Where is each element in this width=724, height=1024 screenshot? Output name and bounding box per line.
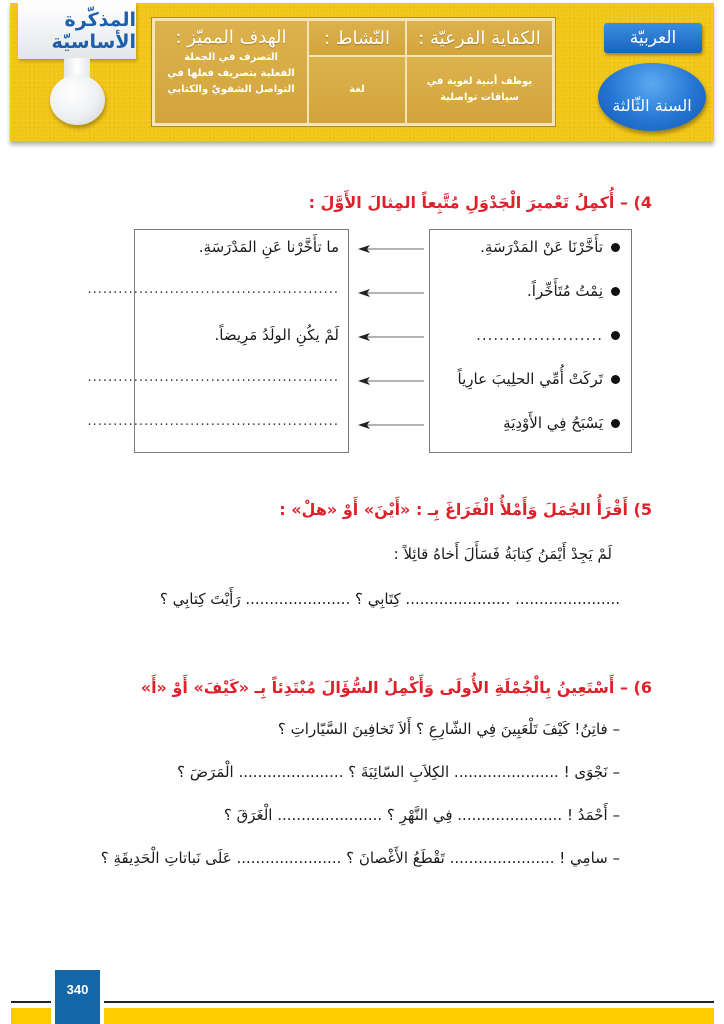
arrow-left-icon <box>358 332 426 342</box>
arrow-left-icon <box>358 244 426 254</box>
q4-answer-text: ما تأَخَّرْنا عَنِ المَدْرَسَةِ. <box>198 238 339 256</box>
goal-cell <box>154 20 308 124</box>
q6-title: 6) – أَسْتَعِينُ بِالْجُمْلَةِ الأُولَى وَأَكْمِلُ السُّؤَالَ مُبْتَدِئاً بِـ «كَيْفَ» أَوْ «أَ» <box>140 678 652 697</box>
footer-rule <box>104 1001 714 1003</box>
brand-title: المذكّرة الأساسيّة <box>51 9 136 53</box>
q4-answer-blank[interactable]: ................................................. <box>87 414 339 429</box>
q4-source-text: يَسْبَحُ فِي الأَوْدِيَةِ <box>503 414 603 432</box>
year-label: السنة الثّالثة <box>612 96 692 115</box>
q4-source-text: تَركَتْ أُمِّي الحلِيبَ عارِياً <box>457 370 603 388</box>
footer-rule <box>11 1001 51 1003</box>
q6-exercise-line[interactable]: – أَحْمَدُ ! ...................... فِي النَّهْرِ ؟ ...................... الْغَرَقَ ؟ <box>223 806 620 824</box>
competency-label: الكفاية الفرعيّة : <box>406 20 553 56</box>
q4-answer-blank[interactable]: ................................................. <box>87 370 339 385</box>
arrow-left-icon <box>358 288 426 298</box>
q5-sentence: لَمْ يَجِدْ أَيْمَنُ كِتابَةُ فَسَأَلَ أَخاهُ قائِلاً : <box>393 545 612 563</box>
brand-tag-knob <box>50 75 105 125</box>
arrow-left-icon <box>358 420 426 430</box>
q4-answer-text: لَمْ يكُنِ الولَدُ مَرِيضاً. <box>214 326 339 344</box>
q4-source-item <box>527 282 620 300</box>
arrow-left-icon <box>358 376 426 386</box>
q4-source-item <box>503 414 620 432</box>
q4-source-item <box>480 238 620 256</box>
subject-badge: العربيّة <box>604 23 702 53</box>
bullet-icon <box>611 287 620 296</box>
q6-exercise-line[interactable]: – نَجْوَى ! ...................... الكِلاَبِ السّائِبَةَ ؟ ...................... الْمَرَضَ ؟ <box>177 763 620 781</box>
brand-tag <box>18 3 136 59</box>
bullet-icon <box>611 331 620 340</box>
bullet-icon <box>611 243 620 252</box>
bullet-icon <box>611 419 620 428</box>
q5-title: 5) أَقْرَأُ الجُمَلَ وَأَمْلأُ الْفَرَاغَ بِـ : «أَيْنَ» أَوْ «هلْ» : <box>279 500 652 519</box>
lesson-info-table <box>152 18 555 126</box>
q6-example-line: – فاتِنُ! كَيْفَ تَلْعَبِينَ فِي الشّارِعِ ؟ أَلاَ تَخافِينَ السَّيّاراتِ ؟ <box>277 720 620 738</box>
q4-source-item[interactable] <box>476 326 620 344</box>
footer-bar <box>104 1008 714 1024</box>
q4-source-text: نِمْتُ مُتَأَخِّراً. <box>527 282 603 300</box>
q4-source-item <box>458 370 620 388</box>
q4-source-blank[interactable]: ...................... <box>476 326 603 344</box>
year-badge <box>598 63 706 131</box>
q4-answer-blank[interactable]: ................................................. <box>87 282 339 297</box>
bullet-icon <box>611 375 620 384</box>
q6-exercise-line[interactable]: – سامِي ! ...................... تَقْطَعُ الأَغْصانَ ؟ ...................... عَلَى نَباتاتِ الْحَدِيقَةِ ؟ <box>100 849 620 867</box>
q4-source-text: تأَخَّرْنَا عَنْ المَدْرَسَةِ. <box>480 238 603 256</box>
footer-bar <box>11 1008 51 1024</box>
activity-label: النّشاط : <box>308 20 406 56</box>
page-number: 340 <box>55 970 100 1024</box>
goal-value: التصرف في الجملة الفعلية بتصريف فعلها في التواصل الشفويّ والكتابي <box>167 52 295 95</box>
goal-label: الهدف المميّز : <box>175 27 287 48</box>
q5-blanks-line[interactable]: ...................... ...................... كِتَابِي ؟ ...................... رَأَيْتَ كِتابِي ؟ <box>159 590 620 608</box>
q4-title: 4) – أُكمِلُ تَعْميرَ الْجَدْوَلِ مُتَّبِعاً المِثالَ الأَوَّلَ : <box>308 193 652 212</box>
activity-value: لغة <box>308 56 406 124</box>
competency-value: يوظف أبنية لغوية في سياقات تواصلية <box>406 56 553 124</box>
